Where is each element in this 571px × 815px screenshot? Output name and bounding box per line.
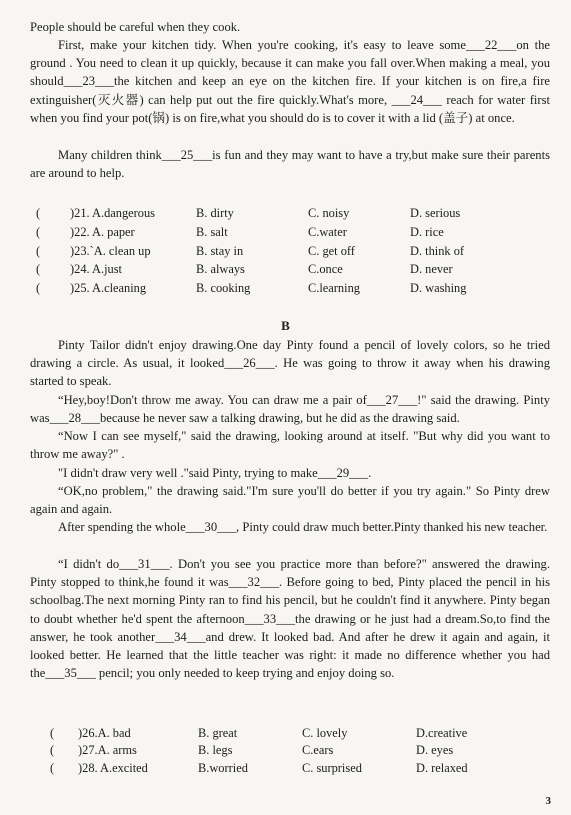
option-c: C. surprised xyxy=(302,761,362,775)
option-d: D. think of xyxy=(410,244,465,258)
question-23-row xyxy=(36,244,536,262)
section-b-paragraph-6: After spending the whole___30___, Pinty could draw much better.Pinty thanked his new teacher. xyxy=(58,520,548,534)
answer-paren: ( xyxy=(36,225,41,239)
option-a: )25. A.cleaning xyxy=(70,281,147,295)
option-a: )21. A.dangerous xyxy=(70,206,155,220)
section-b-paragraph-7: “I didn't do___31___. Don't you see you practice more than before?" answered the drawing. Pinty stopped to think,he found it was___32___. Before going to bed, Pinty placed the pencil in his schoolbag.The next morning Pinty ran to find his pencil, but he couldn't find it anywhere. Pinty began to doubt whether he'd spent the afternoon___33___the drawing or he just had a dream.So,to find the answer, he took another___34___and drew. It looked bad. And after he drew it again and again, it looked better. He learned that the little teacher was right: it made no difference whether you had the___35___ pencil; you only needed to keep trying and enjoy doing so. xyxy=(30,557,550,681)
page-number: 3 xyxy=(545,795,551,807)
option-a: )27.A. arms xyxy=(78,743,137,757)
section-b-paragraph-4: "I didn't draw very well ."said Pinty, trying to make___29___. xyxy=(58,466,372,480)
section-a-paragraph-1: First, make your kitchen tidy. When you're cooking, it's easy to leave some___22___on the ground . You need to clean it up quickly, because it can make you fall over.When making a meal, you should___23___the kitchen and keep an eye on the kitchen fire. If your kitchen is on fire,a fire extinguisher(灭火器) can help put out the fire quickly.What's more, ___24___ reach for water first when you find your pot(锅) is on fire,what you should do is to cover it with a lid (盖子) at once. xyxy=(30,38,550,125)
question-22-row xyxy=(36,225,536,243)
section-b-paragraph-3: “Now I can see myself," said the drawing, looking around at itself. "But why did you want to throw me away?" . xyxy=(30,429,550,462)
option-a: )24. A.just xyxy=(70,262,122,276)
option-c: C.water xyxy=(308,225,347,239)
answer-paren: ( xyxy=(36,244,41,258)
section-b-paragraph-1: Pinty Tailor didn't enjoy drawing.One day Pinty found a pencil of lovely colors, so he tried drawing a circle. As usual, it looked___26___. He was going to throw it away when his drawing started to speak. xyxy=(30,338,550,389)
option-d: D. serious xyxy=(410,206,461,220)
section-a-paragraph-2: Many children think___25___is fun and they may want to have a try,but make sure their parents are around to help. xyxy=(30,148,550,181)
option-d: D. never xyxy=(410,262,453,276)
option-b: B. great xyxy=(198,726,238,740)
answer-paren: ( xyxy=(36,262,41,276)
option-a: )22. A. paper xyxy=(70,225,135,239)
option-a: )23.`A. clean up xyxy=(70,244,151,258)
option-d: D. washing xyxy=(410,281,467,295)
option-c: C.learning xyxy=(308,281,360,295)
section-b-paragraph-5: “OK,no problem," the drawing said."I'm sure you'll do better if you try again." So Pinty drew again and again. xyxy=(30,484,550,517)
section-a-title: People should be careful when they cook. xyxy=(30,20,241,34)
option-a: )26.A. bad xyxy=(78,726,131,740)
option-b: B.worried xyxy=(198,761,248,775)
option-b: B. cooking xyxy=(196,281,251,295)
question-25-row xyxy=(36,281,536,299)
option-b: B. dirty xyxy=(196,206,234,220)
answer-paren: ( xyxy=(50,726,55,740)
answer-paren: ( xyxy=(50,761,55,775)
question-24-row xyxy=(36,262,536,280)
option-c: C. noisy xyxy=(308,206,350,220)
question-27-row xyxy=(36,743,536,761)
option-a: )28. A.excited xyxy=(78,761,148,775)
option-c: C.ears xyxy=(302,743,334,757)
option-d: D.creative xyxy=(416,726,468,740)
option-b: B. stay in xyxy=(196,244,244,258)
question-28-row xyxy=(36,761,536,779)
option-d: D. eyes xyxy=(416,743,454,757)
answer-paren: ( xyxy=(50,743,55,757)
option-d: D. rice xyxy=(410,225,444,239)
option-b: B. salt xyxy=(196,225,228,239)
option-c: C. lovely xyxy=(302,726,348,740)
option-b: B. legs xyxy=(198,743,233,757)
option-b: B. always xyxy=(196,262,245,276)
option-c: C. get off xyxy=(308,244,355,258)
option-d: D. relaxed xyxy=(416,761,468,775)
answer-paren: ( xyxy=(36,206,41,220)
section-b-heading: B xyxy=(281,318,290,333)
option-c: C.once xyxy=(308,262,343,276)
answer-paren: ( xyxy=(36,281,41,295)
section-b-paragraph-2: “Hey,boy!Don't throw me away. You can draw me a pair of___27___!" said the drawing. Pinty was___28___because he never saw a talking drawing, but he did as the drawing said. xyxy=(30,393,550,426)
question-21-row xyxy=(36,206,536,224)
question-26-row xyxy=(36,726,536,744)
